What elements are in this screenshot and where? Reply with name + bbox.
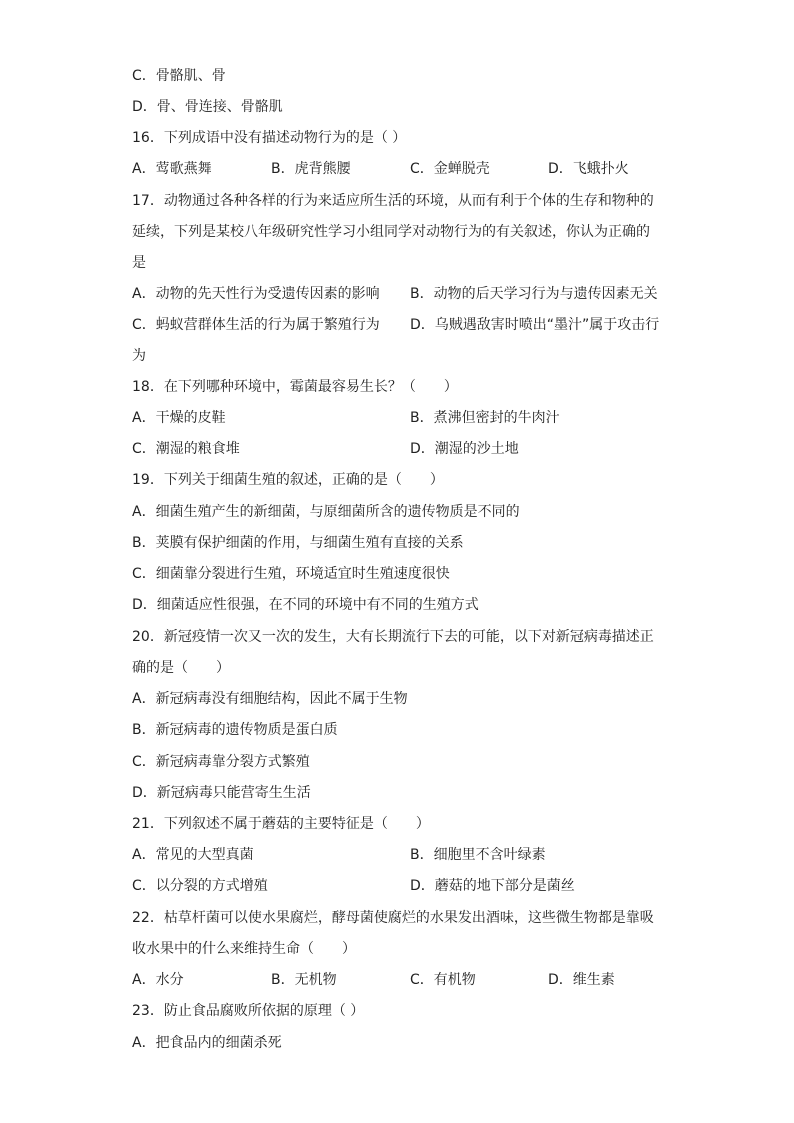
q21-stem: 21．下列叙述不属于蘑菇的主要特征是（ ） xyxy=(132,816,430,832)
q20-option-b: B．新冠病毒的遗传物质是蛋白质 xyxy=(132,722,338,738)
q18-options-row2 xyxy=(132,439,672,459)
q18-option-b: B．煮沸但密封的牛肉汁 xyxy=(410,410,560,426)
q19-stem: 19．下列关于细菌生殖的叙述，正确的是（ ） xyxy=(132,472,444,488)
q22-stem-line1: 22．枯草杆菌可以使水果腐烂，酵母菌使腐烂的水果发出酒味，这些微生物都是靠吸 xyxy=(132,910,654,926)
q17-option-b: B．动物的后天学习行为与遗传因素无关 xyxy=(410,286,658,302)
q17-stem-line1: 17．动物通过各种各样的行为来适应所生活的环境，从而有利于个体的生存和物种的 xyxy=(132,193,654,209)
q17-option-d: D．乌贼遇敌害时喷出“墨汁”属于攻击行 xyxy=(410,317,660,333)
q16-option-d: D．飞蛾扑火 xyxy=(548,161,629,177)
q16-options xyxy=(132,159,672,179)
q17-option-d-wrap: 为 xyxy=(132,348,146,364)
q18-stem: 18．在下列哪种环境中，霉菌最容易生长？（ ） xyxy=(132,379,458,395)
q20-option-a: A．新冠病毒没有细胞结构，因此不属于生物 xyxy=(132,691,408,707)
q17-options-row1 xyxy=(132,284,672,304)
q20-option-d: D．新冠病毒只能营寄生生活 xyxy=(132,785,311,801)
q20-stem-line1: 20．新冠疫情一次又一次的发生，大有长期流行下去的可能，以下对新冠病毒描述正 xyxy=(132,629,654,645)
q21-options-row1 xyxy=(132,845,672,865)
q16-option-a: A．莺歌燕舞 xyxy=(132,161,212,177)
q15-option-d: D．骨、骨连接、骨骼肌 xyxy=(132,99,283,115)
q15-option-c: C．骨骼肌、骨 xyxy=(132,68,226,84)
q18-option-d: D．潮湿的沙土地 xyxy=(410,441,519,457)
q22-options xyxy=(132,970,672,990)
q17-stem-line3: 是 xyxy=(132,255,146,271)
q17-option-c: C．蚂蚁营群体生活的行为属于繁殖行为 xyxy=(132,317,380,333)
q21-option-d: D．蘑菇的地下部分是菌丝 xyxy=(410,878,575,894)
q19-option-b: B．荚膜有保护细菌的作用，与细菌生殖有直接的关系 xyxy=(132,535,464,551)
q22-option-c: C．有机物 xyxy=(410,972,476,988)
q22-option-d: D．维生素 xyxy=(548,972,615,988)
q20-option-c: C．新冠病毒靠分裂方式繁殖 xyxy=(132,754,310,770)
q16-option-c: C．金蝉脱壳 xyxy=(410,161,490,177)
q17-option-a: A．动物的先天性行为受遗传因素的影响 xyxy=(132,286,380,302)
q16-option-b: B．虎背熊腰 xyxy=(271,161,351,177)
q16-stem: 16．下列成语中没有描述动物行为的是（ ） xyxy=(132,130,407,146)
q22-option-a: A．水分 xyxy=(132,972,184,988)
q17-stem-line2: 延续，下列是某校八年级研究性学习小组同学对动物行为的有关叙述，你认为正确的 xyxy=(132,224,650,240)
q18-options-row1 xyxy=(132,408,672,428)
q22-option-b: B．无机物 xyxy=(271,972,337,988)
q21-option-b: B．细胞里不含叶绿素 xyxy=(410,847,546,863)
q19-option-d: D．细菌适应性很强，在不同的环境中有不同的生殖方式 xyxy=(132,597,479,613)
q19-option-a: A．细菌生殖产生的新细菌，与原细菌所含的遗传物质是不同的 xyxy=(132,504,520,520)
q18-option-a: A．干燥的皮鞋 xyxy=(132,410,226,426)
q23-stem: 23．防止食品腐败所依据的原理（ ） xyxy=(132,1003,365,1019)
q22-stem-line2: 收水果中的什么来维持生命（ ） xyxy=(132,941,356,957)
q21-option-a: A．常见的大型真菌 xyxy=(132,847,254,863)
q23-option-a: A．把食品内的细菌杀死 xyxy=(132,1035,282,1051)
q21-options-row2 xyxy=(132,876,672,896)
q18-option-c: C．潮湿的粮食堆 xyxy=(132,441,240,457)
q17-options-row2 xyxy=(132,315,672,335)
q20-stem-line2: 确的是（ ） xyxy=(132,660,230,676)
q21-option-c: C．以分裂的方式增殖 xyxy=(132,878,268,894)
q19-option-c: C．细菌靠分裂进行生殖，环境适宜时生殖速度很快 xyxy=(132,566,450,582)
